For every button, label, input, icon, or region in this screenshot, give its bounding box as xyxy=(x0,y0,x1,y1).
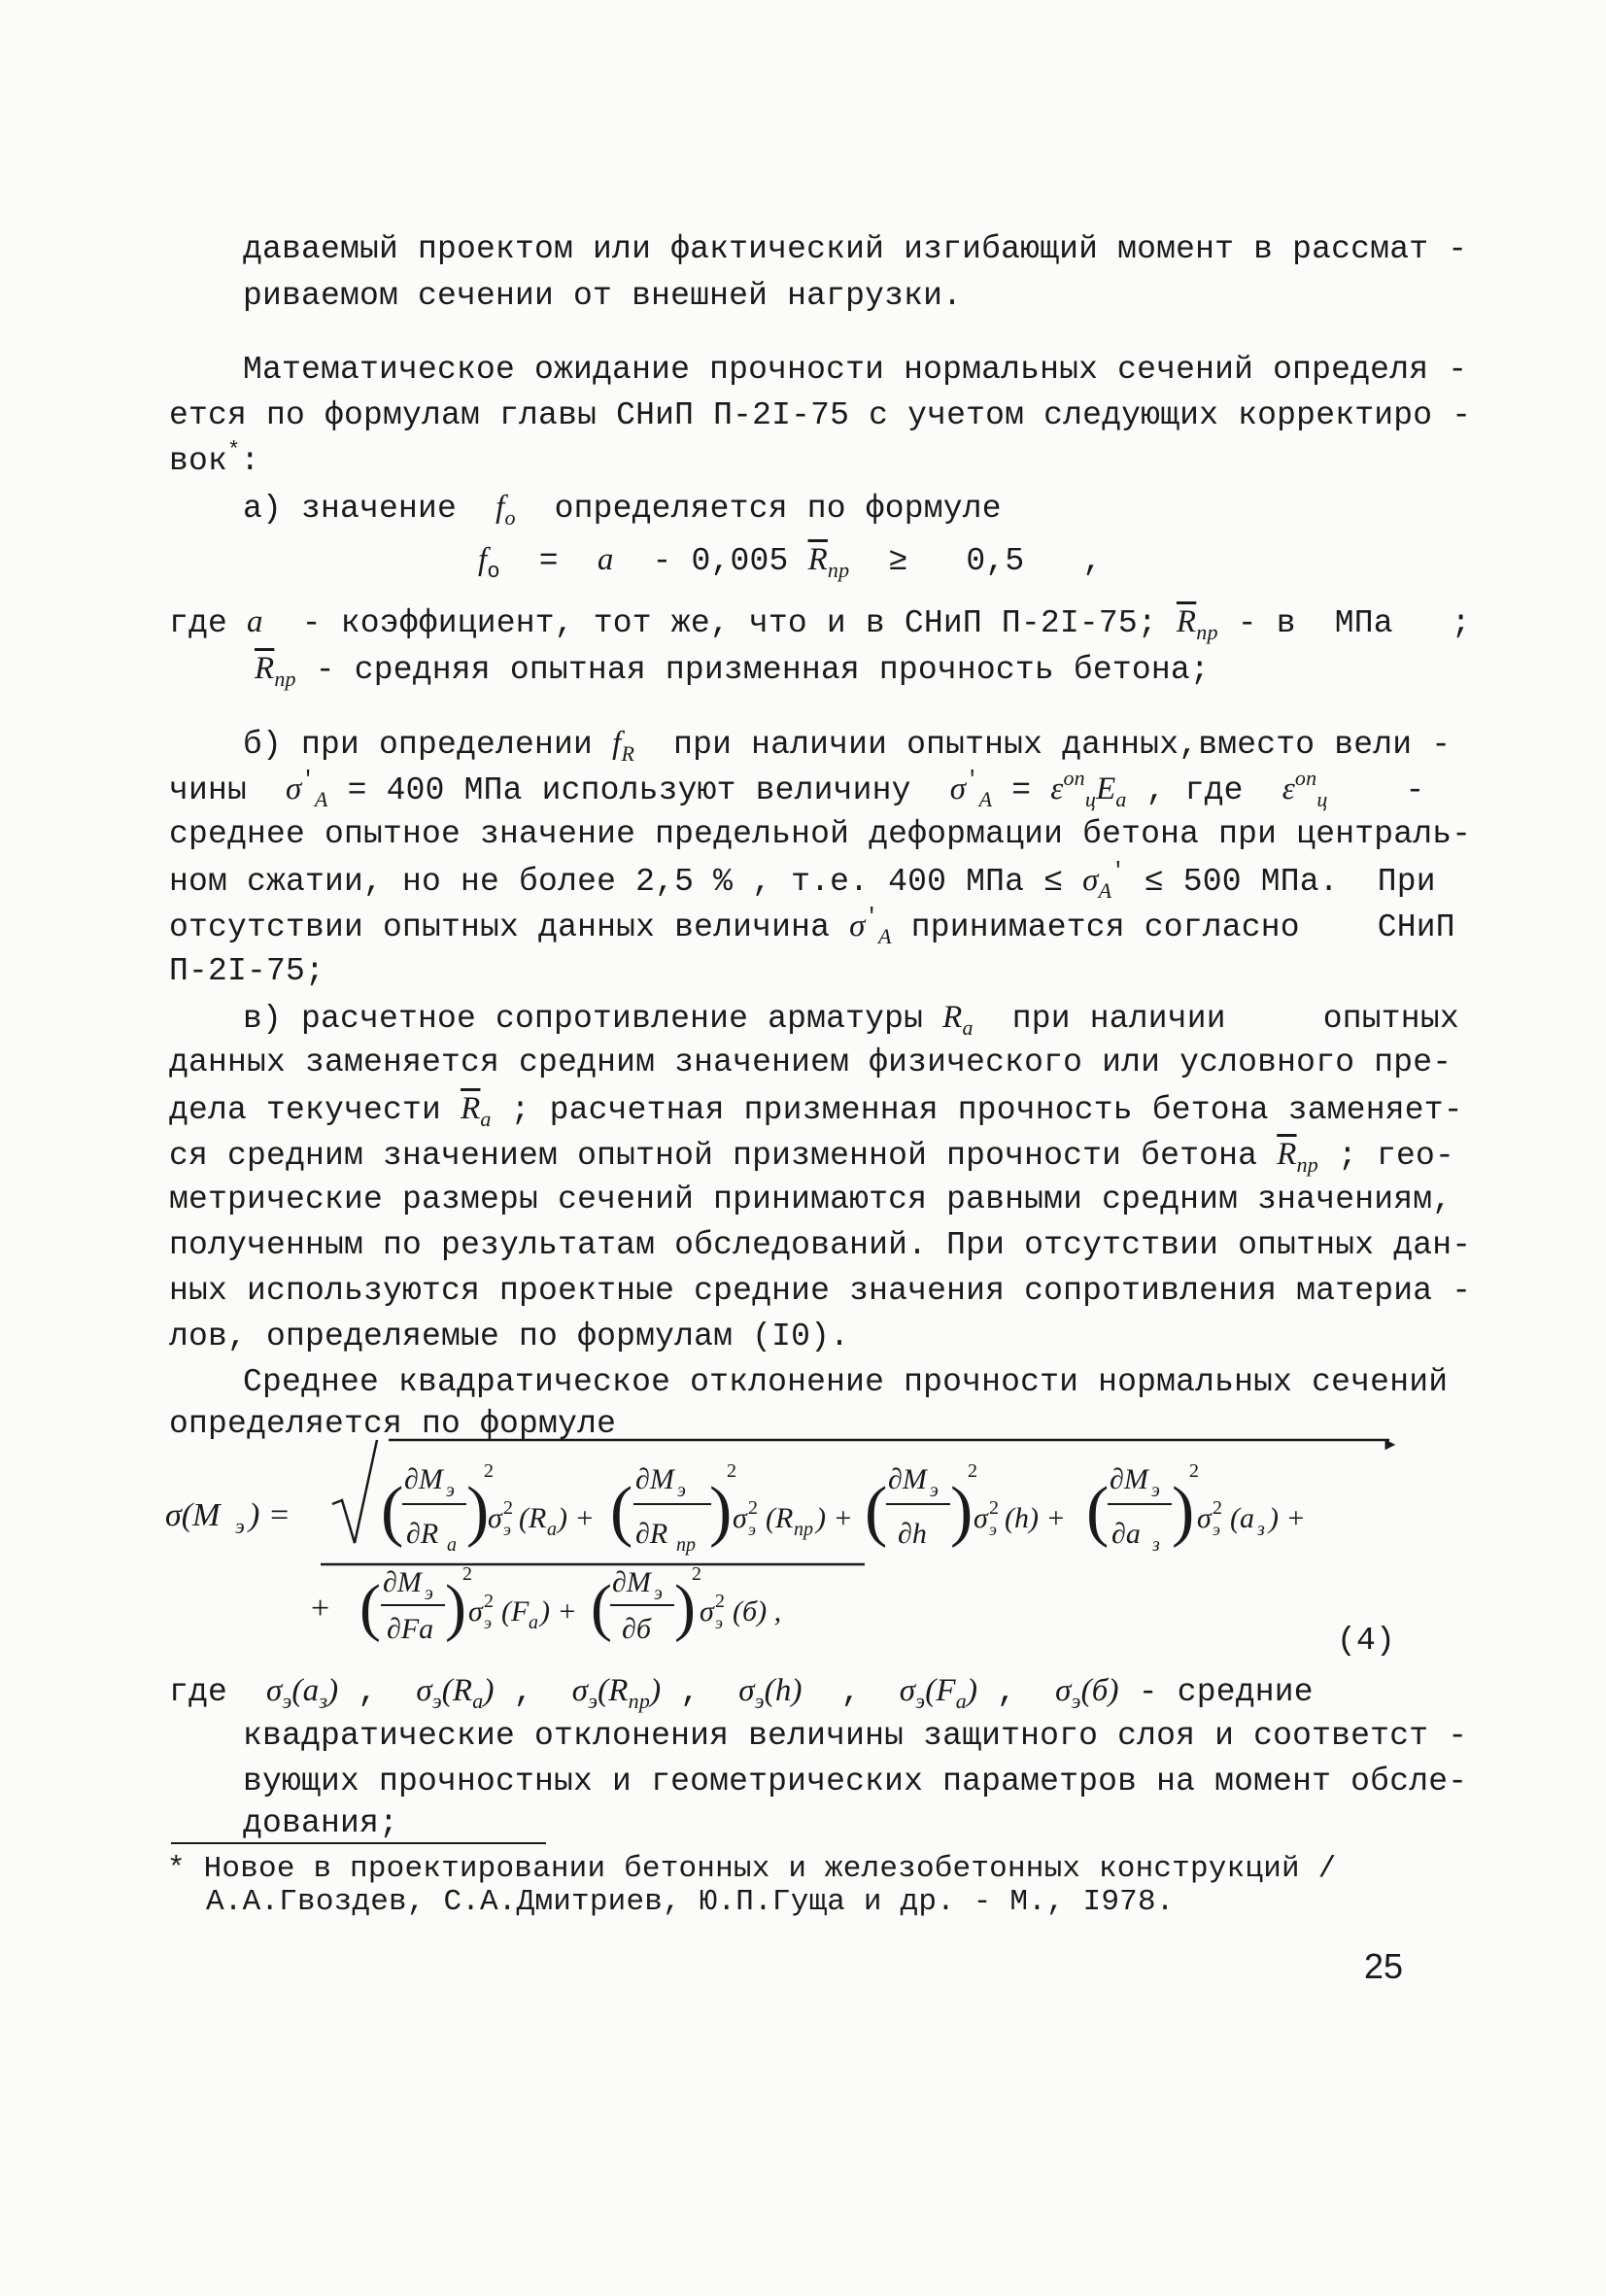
svg-text:э: э xyxy=(446,1480,455,1501)
text-line: вующих прочностных и геометрических параметров на момент обсле- xyxy=(243,1764,1468,1799)
svg-text:пр: пр xyxy=(676,1534,696,1556)
svg-text:σ(M: σ(M xyxy=(165,1497,221,1533)
text-line: $\overline{R}_{пр}$ - средняя опытная призменная прочность бетона; xyxy=(255,651,1210,691)
svg-text:(: ( xyxy=(610,1474,633,1549)
svg-text:): ) xyxy=(709,1474,733,1549)
svg-text:∂M: ∂M xyxy=(404,1463,443,1495)
footnote-line: * Новое в проектировании бетонных и железобетонных конструкций / xyxy=(167,1852,1337,1886)
svg-text:(: ( xyxy=(591,1572,612,1643)
svg-text:(б) ,: (б) , xyxy=(733,1595,782,1628)
svg-text:): ) xyxy=(1172,1474,1195,1549)
text-line: даваемый проектом или фактический изгибающий момент в рассмат - xyxy=(243,231,1468,267)
svg-text:a: a xyxy=(529,1612,538,1633)
svg-text:(: ( xyxy=(865,1474,888,1549)
svg-text:(R: (R xyxy=(766,1502,794,1534)
text-line: Среднее квадратическое отклонение прочности нормальных сечений xyxy=(243,1364,1449,1400)
svg-text:∂a: ∂a xyxy=(1111,1518,1141,1550)
svg-text:): ) xyxy=(950,1474,974,1549)
svg-text:2: 2 xyxy=(1189,1460,1199,1482)
svg-text:э: э xyxy=(484,1613,492,1632)
svg-text:2: 2 xyxy=(503,1497,513,1519)
svg-text:) +: ) + xyxy=(1269,1502,1306,1534)
svg-text:з: з xyxy=(1152,1534,1160,1556)
svg-text:(F: (F xyxy=(501,1595,530,1628)
text-line xyxy=(243,488,1002,529)
svg-text:σ: σ xyxy=(468,1595,483,1628)
svg-text:σ: σ xyxy=(733,1502,747,1534)
svg-text:2: 2 xyxy=(484,1460,494,1482)
svg-text:2: 2 xyxy=(715,1591,725,1612)
svg-text:(R: (R xyxy=(519,1502,547,1534)
footnote-line: А.А.Гвоздев, С.А.Дмитриев, Ю.П.Гуща и др. - М., I978. xyxy=(206,1885,1175,1919)
svg-text:э: э xyxy=(748,1520,756,1539)
page-number: 25 xyxy=(1364,1946,1404,1986)
svg-text:∂M: ∂M xyxy=(612,1566,651,1598)
text-line: вок*: xyxy=(169,438,260,479)
text-line: отсутствии опытных данных величина $\sigma'_A$ принимается согласно СНиП xyxy=(169,905,1455,948)
svg-text:∂R: ∂R xyxy=(635,1518,668,1550)
svg-text:): ) xyxy=(445,1572,466,1643)
svg-text:) =: ) = xyxy=(249,1497,290,1533)
text-line: ся средним значением опытной призменной прочности бетона $\overline{R}_{пр}$ ; гео- xyxy=(169,1137,1455,1177)
svg-text:э: э xyxy=(425,1583,433,1604)
svg-text:►: ► xyxy=(1382,1434,1399,1454)
text-line: в) расчетное сопротивление арматуры $R_a$ при наличии опытных xyxy=(243,1000,1459,1040)
text-line: определяется по формуле xyxy=(169,1406,617,1442)
svg-text:σ: σ xyxy=(1197,1502,1212,1534)
svg-text:2: 2 xyxy=(989,1497,999,1519)
text-line: дела текучести $\overline{R}_a$ ; расчетная призменная прочность бетона заменяет- xyxy=(169,1091,1463,1131)
text-fragment: а) значение xyxy=(243,491,458,527)
svg-text:): ) xyxy=(674,1572,696,1643)
text-line: где a - коэффициент, тот же, что и в СНиП П-2I-75; $\overline{R}_{пр}$ - в МПа ; xyxy=(169,604,1471,644)
text-line: данных заменяется средним значением физического или условного пре- xyxy=(169,1045,1452,1080)
text-line: ется по формулам главы СНиП П-2I-75 с учетом следующих корректиро - xyxy=(169,397,1472,433)
svg-text:2: 2 xyxy=(748,1497,758,1519)
equation-number: (4) xyxy=(1337,1623,1396,1659)
text-line: метрические размеры сечений принимаются равными средним значениям, xyxy=(169,1182,1452,1217)
svg-text:∂h: ∂h xyxy=(898,1518,927,1550)
svg-text:a: a xyxy=(547,1519,557,1540)
svg-text:2: 2 xyxy=(968,1460,977,1482)
svg-text:э: э xyxy=(1213,1520,1220,1539)
svg-text:(: ( xyxy=(1086,1474,1110,1549)
text-fragment: вок xyxy=(169,443,228,479)
text-line: ных используются проектные средние значения сопротивления материа - xyxy=(169,1273,1472,1309)
svg-text:э: э xyxy=(715,1613,723,1632)
svg-text:σ: σ xyxy=(488,1502,502,1534)
text-line: П-2I-75; xyxy=(169,953,325,989)
symbol: $f_o$ xyxy=(495,490,516,530)
svg-text:2: 2 xyxy=(727,1460,736,1482)
text-line: дования; xyxy=(243,1805,399,1841)
svg-text:∂M: ∂M xyxy=(383,1566,422,1598)
text-line: б) при определении $f_R$ при наличии опытных данных,вместо вели - xyxy=(243,726,1452,766)
svg-text:2: 2 xyxy=(462,1563,472,1585)
svg-text:) +: ) + xyxy=(558,1502,595,1534)
svg-text:∂M: ∂M xyxy=(888,1463,927,1495)
svg-text:пр: пр xyxy=(794,1519,813,1540)
formula-sigma-m xyxy=(155,1428,1418,1652)
footnote-marker: * xyxy=(167,1852,186,1886)
text-line: где $\sigma_э(a_з)$ , $\sigma_э(R_a)$ , $\sigma_э(R_{пр})$ , $\sigma_э(h)$ , $\sigma_э(F_a)$ , $\sigma_э(б)$ - средние xyxy=(169,1673,1314,1713)
text-line: Математическое ожидание прочности нормальных сечений определя - xyxy=(243,352,1468,388)
text-fragment: определяется по формуле xyxy=(554,491,1002,527)
text-line: ном сжатии, но не более 2,5 % , т.е. 400 МПа ≤ $\sigma_A' \le 500$ МПа. При xyxy=(169,859,1436,903)
text-line: риваемом сечении от внешней нагрузки. xyxy=(243,278,963,314)
text-line: среднее опытное значение предельной деформации бетона при централь- xyxy=(169,816,1472,852)
svg-text:(: ( xyxy=(359,1572,381,1643)
svg-text:∂б: ∂б xyxy=(622,1613,651,1645)
text-line: полученным по результатам обследований. При отсутствии опытных дан- xyxy=(169,1227,1472,1263)
svg-text:(: ( xyxy=(381,1474,404,1549)
formula-f0: $f_o = a - 0,005$ $\overline{R}_{пр} \ge 0,5$ , xyxy=(478,542,1103,584)
svg-text:2: 2 xyxy=(692,1563,701,1585)
svg-text:a: a xyxy=(447,1534,457,1556)
svg-text:σ: σ xyxy=(974,1502,988,1534)
text-line: лов, определяемые по формулам (I0). xyxy=(169,1319,850,1354)
text-line: чины $\sigma'_A = 400$ МПа используют величину $\sigma'_A = \varepsilon^{оп}_цE_a$ , где $\varepsilon^{оп}_ц$ - xyxy=(169,766,1425,811)
footnote-marker: * xyxy=(227,438,241,463)
svg-text:э: э xyxy=(503,1520,511,1539)
svg-text:э: э xyxy=(989,1520,997,1539)
svg-text:∂R: ∂R xyxy=(406,1518,439,1550)
footnote-separator xyxy=(171,1842,546,1844)
svg-text:(h) +: (h) + xyxy=(1005,1502,1066,1534)
svg-text:2: 2 xyxy=(484,1591,494,1612)
svg-text:∂M: ∂M xyxy=(635,1463,674,1495)
svg-text:з: з xyxy=(1257,1519,1265,1540)
svg-text:э: э xyxy=(930,1480,939,1501)
svg-text:∂M: ∂M xyxy=(1110,1463,1148,1495)
svg-text:σ: σ xyxy=(700,1595,714,1628)
svg-text:э: э xyxy=(235,1514,245,1538)
svg-text:) +: ) + xyxy=(816,1502,853,1534)
text-line: квадратические отклонения величины защитного слоя и соответст - xyxy=(243,1718,1468,1754)
svg-text:∂Fa: ∂Fa xyxy=(387,1613,434,1645)
svg-text:2: 2 xyxy=(1213,1497,1222,1519)
svg-text:э: э xyxy=(677,1480,686,1501)
svg-text:) +: ) + xyxy=(540,1595,577,1628)
svg-text:э: э xyxy=(654,1583,663,1604)
svg-text:э: э xyxy=(1151,1480,1160,1501)
svg-text:(a: (a xyxy=(1230,1502,1254,1534)
svg-text:): ) xyxy=(466,1474,490,1549)
svg-text:+: + xyxy=(311,1591,330,1627)
